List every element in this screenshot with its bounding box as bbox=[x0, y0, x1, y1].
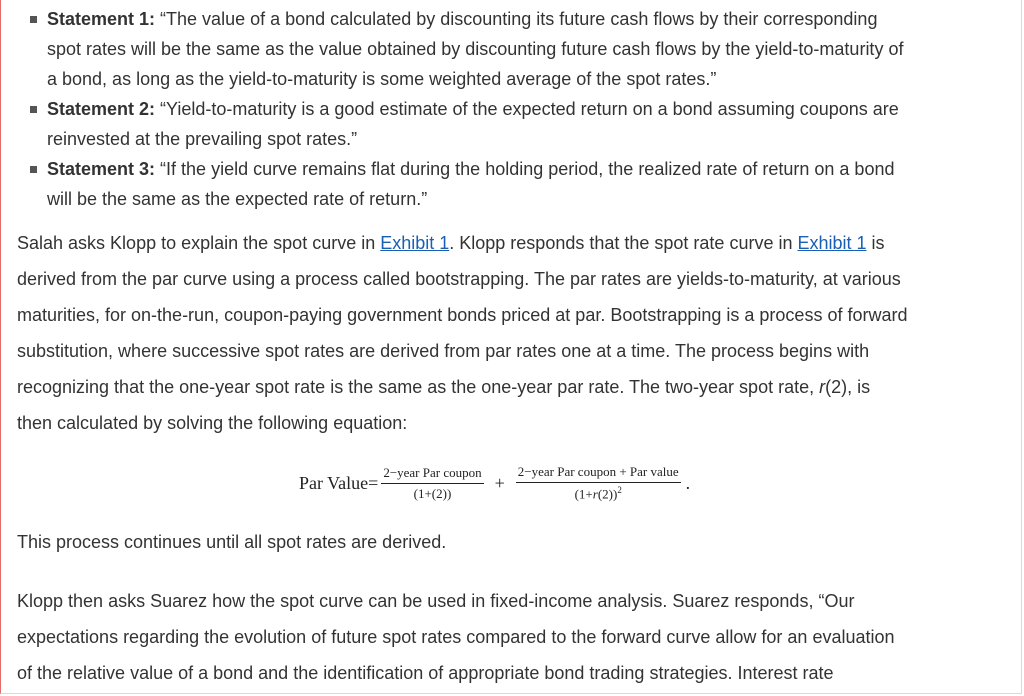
spot-rate-symbol: r bbox=[592, 486, 598, 502]
exhibit-1-link[interactable]: Exhibit 1 bbox=[797, 233, 867, 253]
fraction-1-denominator: (1+(2)) bbox=[413, 485, 452, 501]
statement-text: “The value of a bond calculated by discounting its future cash flows by their corresponding bbox=[160, 9, 878, 29]
text-run: of the relative value of a bond and the identification of appropriate bond trading strategies. Interest rate bbox=[17, 663, 834, 683]
bullet-icon bbox=[30, 106, 37, 113]
fraction-1 bbox=[381, 465, 483, 502]
bootstrapping-equation bbox=[299, 458, 690, 508]
text-run: expectations regarding the evolution of future spot rates compared to the forward curve allow for an evaluation bbox=[17, 627, 895, 647]
statement-text: will be the same as the expected rate of return.” bbox=[47, 189, 428, 209]
statement-label: Statement 1: bbox=[47, 9, 156, 29]
exponent: 2 bbox=[617, 484, 622, 495]
suarez-paragraph bbox=[17, 583, 1013, 691]
equation-lhs: Par Value= bbox=[299, 472, 379, 493]
fraction-1-numerator: 2−year Par coupon bbox=[381, 465, 483, 484]
denominator-part: (2)) bbox=[597, 486, 618, 502]
text-run: . Klopp responds that the spot rate curve in bbox=[449, 233, 798, 253]
statement-text: reinvested at the prevailing spot rates.” bbox=[47, 129, 358, 149]
bullet-icon bbox=[30, 16, 37, 23]
text-run: Salah asks Klopp to explain the spot curve in bbox=[17, 233, 381, 253]
statement-text: “If the yield curve remains flat during the holding period, the realized rate of return on a bond bbox=[160, 159, 895, 179]
spot-rate-symbol: r bbox=[819, 377, 826, 397]
statement-text: a bond, as long as the yield-to-maturity is some weighted average of the spot rates.” bbox=[47, 69, 717, 89]
text-run: maturities, for on-the-run, coupon-paying government bonds priced at par. Bootstrapping is a process of forward bbox=[17, 305, 908, 325]
plus-sign: + bbox=[494, 472, 505, 493]
statement-1 bbox=[1, 4, 1021, 94]
text-run: is bbox=[866, 233, 885, 253]
statement-text: spot rates will be the same as the value obtained by discounting future cash flows by the yield-to-maturity of bbox=[47, 39, 904, 59]
equation-period: . bbox=[685, 472, 691, 493]
text-run: substitution, where successive spot rates are derived from par rates one at a time. The process begins with bbox=[17, 341, 870, 361]
text-run: derived from the par curve using a process called bootstrapping. The par rates are yields-to-maturity, at various bbox=[17, 269, 901, 289]
statement-label: Statement 3: bbox=[47, 159, 156, 179]
text-run: Klopp then asks Suarez how the spot curve can be used in fixed-income analysis. Suarez responds, “Our bbox=[17, 591, 855, 611]
bootstrapping-paragraph bbox=[17, 225, 1013, 441]
fraction-2-numerator: 2−year Par coupon + Par value bbox=[516, 464, 681, 483]
statement-3 bbox=[1, 154, 1021, 214]
statement-text: “Yield-to-maturity is a good estimate of the expected return on a bond assuming coupons are bbox=[160, 99, 899, 119]
fraction-2-denominator bbox=[575, 483, 622, 502]
process-paragraph: This process continues until all spot rates are derived. bbox=[17, 532, 447, 552]
text-run: then calculated by solving the following equation: bbox=[17, 413, 408, 433]
statement-list bbox=[1, 4, 1021, 214]
text-run: (2), is bbox=[825, 377, 871, 397]
bullet-icon bbox=[30, 166, 37, 173]
fraction-2 bbox=[516, 464, 681, 502]
exhibit-1-link[interactable]: Exhibit 1 bbox=[380, 233, 450, 253]
text-run: recognizing that the one-year spot rate is the same as the one-year par rate. The two-year spot rate, bbox=[17, 377, 820, 397]
statement-label: Statement 2: bbox=[47, 99, 156, 119]
denominator-part: (1+ bbox=[574, 486, 593, 502]
statement-2 bbox=[1, 94, 1021, 154]
